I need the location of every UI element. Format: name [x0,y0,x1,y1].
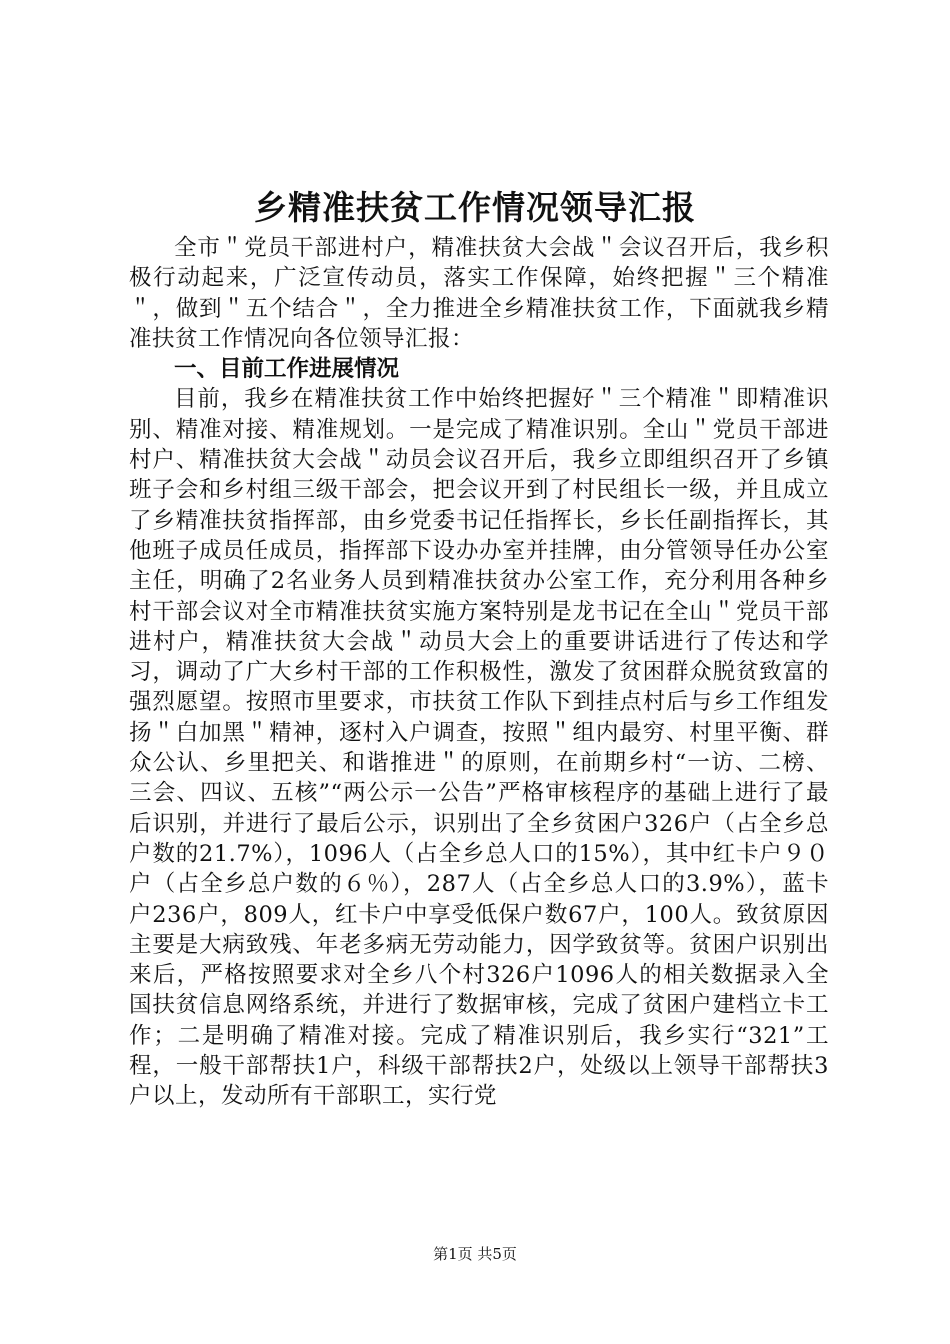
document-title: 乡精准扶贫工作情况领导汇报 [254,188,696,227]
section-heading: 一、目前工作进展情况 [174,356,400,383]
body-paragraph: 目前，我乡在精准扶贫工作中始终把握好＂三个精准＂即精准识别、精准对接、精准规划。一是完成了精准识别。全山＂党员干部进村户、精准扶贫大会战＂动员会议召开后，我乡立即组织召开了乡镇班子会和乡村组三级干部会，把会议开到了村民组长一级，并且成立了乡精准扶贫指挥部，由乡党委书记任指挥长，乡长任副指挥长，其他班子成员任成员，指挥部下设办办室并挂牌，由分管领导任办公室主任，明确了2名业务人员到精准扶贫办公室工作，充分利用各种乡村干部会议对全市精准扶贫实施方案特别是龙书记在全山＂党员干部进村户，精准扶贫大会战＂动员大会上的重要讲话进行了传达和学习，调动了广大乡村干部的工作积极性，激发了贫困群众脱贫致富的强烈愿望。按照市里要求，市扶贫工作队下到挂点村后与乡工作组发扬＂白加黑＂精神，逐村入户调查，按照＂组内最穷、村里平衡、群众公认、乡里把关、和谐推进＂的原则，在前期乡村“一访、二榜、三会、四议、五核”“两公示一公告”严格审核程序的基础上进行了最后识别，并进行了最后公示，识别出了全乡贫困户326户（占全乡总户数的21.7%），1096人（占全乡总人口的15%），其中红卡户９０户（占全乡总户数的６％），287人（占全乡总人口的3.9%），蓝卡户236户，809人，红卡户中享受低保户数67户，100人。致贫原因主要是大病致残、年老多病无劳动能力，因学致贫等。贫困户识别出来后，严格按照要求对全乡八个村326户1096人的相关数据录入全国扶贫信息网络系统，并进行了数据审核，完成了贫困户建档立卡工作；二是明确了精准对接。完成了精准识别后，我乡实行“321”工程，一般干部帮扶1户，科级干部帮扶2户，处级以上领导干部帮扶3户以上，发动所有干部职工，实行党 [129,386,829,1110]
document-body [129,233,829,1112]
page-number-footer: 第1页 共5页 [433,1245,517,1263]
intro-paragraph: 全市＂党员干部进村户，精准扶贫大会战＂会议召开后，我乡积极行动起来，广泛宣传动员，落实工作保障，始终把握＂三个精准＂，做到＂五个结合＂，全力推进全乡精准扶贫工作，下面就我乡精准扶贫工作情况向各位领导汇报： [129,235,829,352]
